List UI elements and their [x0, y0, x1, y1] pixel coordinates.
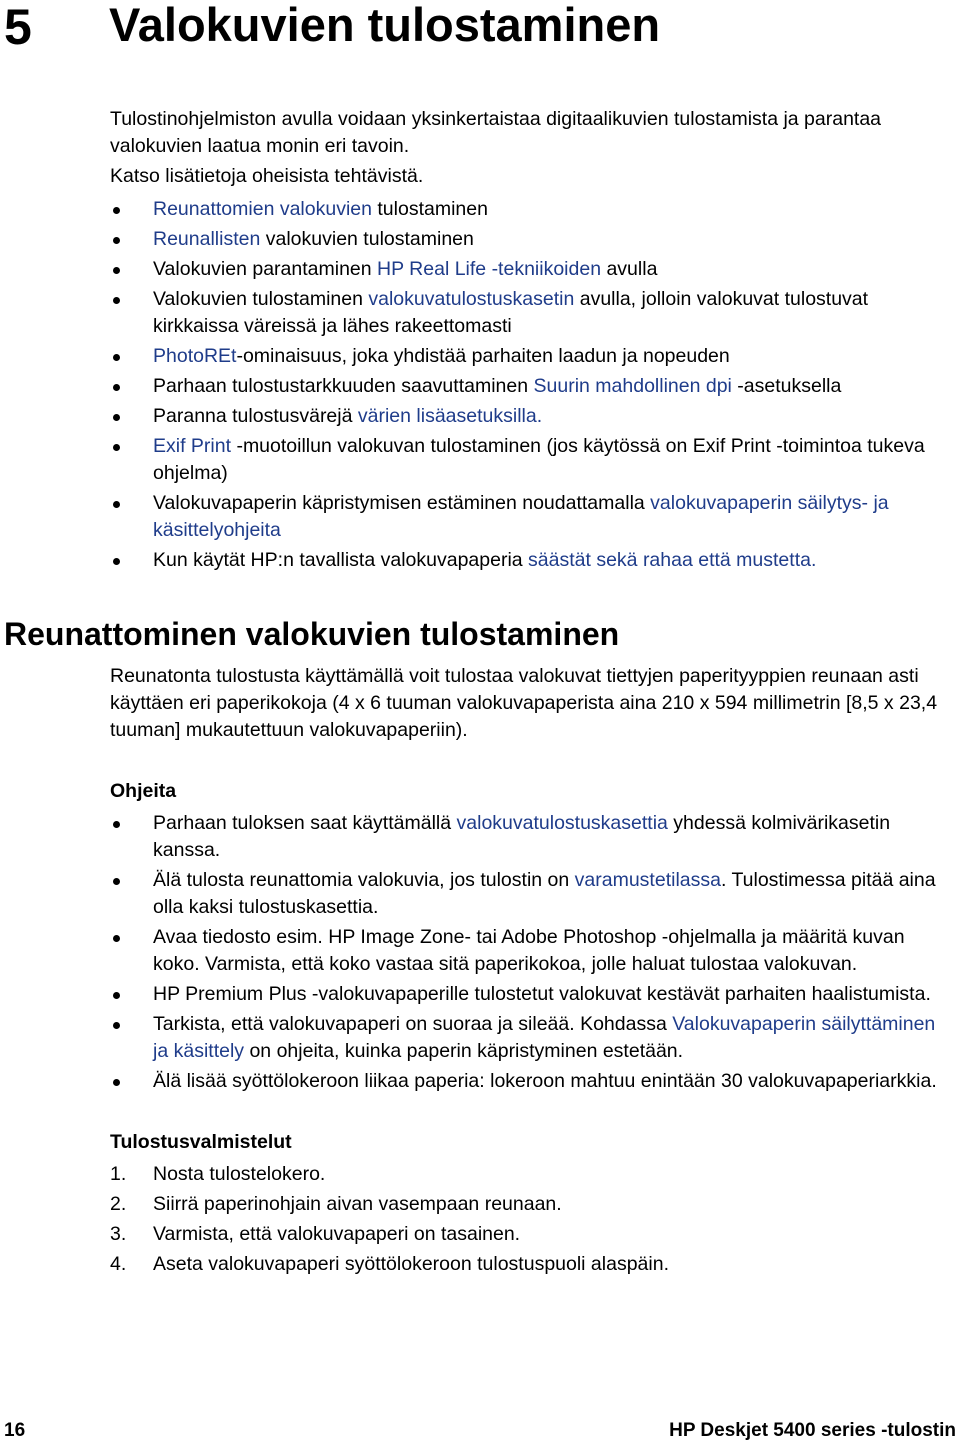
link-exif-print[interactable]: Exif Print: [153, 435, 232, 457]
list-item: [110, 981, 940, 1008]
prep-steps-list: [110, 1161, 940, 1278]
prep-heading: Tulostusvalmistelut: [110, 1131, 292, 1153]
item-text: -muotoillun valokuvan tulostaminen (jos käytössä on Exif Print -toimintoa tukeva ohjelma): [153, 435, 925, 484]
item-text: Avaa tiedosto esim. HP Image Zone- tai Adobe Photoshop -ohjelmalla ja määritä kuvan koko. Varmista, että koko vastaa sitä paperikokoa, jolle haluat tulostaa valokuvan.: [153, 926, 905, 975]
chapter-number: 5: [4, 0, 32, 55]
step-number: 1.: [110, 1163, 127, 1185]
item-text: Valokuvapaperin käpristymisen estäminen noudattamalla: [153, 492, 651, 514]
link-borderless-photos[interactable]: Reunattomien valokuvien: [153, 198, 372, 220]
link-photo-cartridge[interactable]: valokuvatulostuskasettia: [456, 812, 668, 834]
chapter-title: Valokuvien tulostaminen: [109, 0, 661, 51]
link-max-dpi[interactable]: Suurin mahdollinen dpi: [533, 375, 732, 397]
step-text: Siirrä paperinohjain aivan vasempaan reunaan.: [153, 1193, 562, 1215]
list-item: [110, 547, 940, 574]
item-text: Parhaan tulostustarkkuuden saavuttaminen: [153, 375, 534, 397]
footer-product-name: HP Deskjet 5400 series -tulostin: [669, 1420, 956, 1441]
section-body: [110, 663, 940, 1278]
intro-task-list: [110, 196, 940, 574]
section-title: Reunattominen valokuvien tulostaminen: [4, 616, 620, 652]
list-item: [110, 343, 940, 370]
guidelines-heading: Ohjeita: [110, 780, 177, 802]
step-text: Varmista, että valokuvapaperi on tasainen.: [153, 1223, 521, 1245]
list-item: [110, 373, 940, 400]
item-text: avulla, jolloin valokuvat tulostuvat kirkkaissa väreissä ja lähes rakeettomasti: [153, 288, 869, 337]
list-item: [110, 810, 940, 864]
link-save-money[interactable]: säästät sekä rahaa että mustetta.: [528, 549, 817, 571]
step-number: 4.: [110, 1253, 127, 1275]
intro-paragraph: Tulostinohjelmiston avulla voidaan yksinkertaistaa digitaalikuvien tulostamista ja parantaa valokuvien laatua monin eri tavoin.: [110, 108, 882, 157]
item-text: -asetuksella: [731, 375, 842, 397]
see-also-text: Katso lisätietoja oheisista tehtävistä.: [110, 165, 424, 187]
item-text: Valokuvien tulostaminen: [153, 288, 369, 310]
list-item: [110, 867, 940, 921]
list-item: [110, 1068, 940, 1095]
item-text: Parhaan tuloksen saat käyttämällä: [153, 812, 457, 834]
step-item: [110, 1191, 940, 1218]
list-item: [110, 924, 940, 978]
list-item: [110, 226, 940, 253]
list-item: [110, 196, 940, 223]
item-text: yhdessä kolmivärikasetin kanssa.: [153, 812, 891, 861]
step-number: 3.: [110, 1223, 127, 1245]
item-text: Älä tulosta reunattomia valokuvia, jos tulostin on: [153, 869, 575, 891]
list-item: [110, 286, 940, 340]
link-photoret[interactable]: PhotoREt: [153, 345, 237, 367]
link-paper-storage[interactable]: Valokuvapaperin säilyttäminen ja käsittely: [153, 1013, 936, 1062]
item-text: Valokuvien parantaminen: [153, 258, 378, 280]
item-text: . Tulostimessa pitää aina olla kaksi tulostuskasettia.: [153, 869, 936, 918]
item-text: valokuvien tulostaminen: [260, 228, 474, 250]
page-number: 16: [4, 1420, 26, 1441]
step-text: Aseta valokuvapaperi syöttölokeroon tulostuspuoli alaspäin.: [153, 1253, 669, 1275]
section-paragraph: Reunatonta tulostusta käyttämällä voit tulostaa valokuvat tiettyjen paperityyppien reunaan asti käyttäen eri paperikokoja (4 x 6 tuuman valokuvapaperista aina 210 x 594 millimetrin [8,5 x 23,4 tuuman] mukautettuun valokuvapaperiin).: [110, 665, 938, 741]
link-reserve-mode[interactable]: varamustetilassa: [574, 869, 721, 891]
link-paper-storage[interactable]: valokuvapaperin säilytys- ja käsittelyohjeita: [153, 492, 889, 541]
item-text: on ohjeita, kuinka paperin käpristyminen estetään.: [244, 1040, 684, 1062]
item-text: Tarkista, että valokuvapaperi on suoraa ja sileää. Kohdassa: [153, 1013, 673, 1035]
list-item: [110, 490, 940, 544]
link-advanced-color[interactable]: värien lisäasetuksilla.: [357, 405, 543, 427]
link-real-life[interactable]: HP Real Life -tekniikoiden: [377, 258, 602, 280]
list-item: [110, 433, 940, 487]
item-text: Älä lisää syöttölokeroon liikaa paperia: lokeroon mahtuu enintään 30 valokuvapaperiarkkia.: [153, 1070, 937, 1092]
item-text: tulostaminen: [371, 198, 488, 220]
intro-block: [110, 106, 940, 574]
list-item: [110, 256, 940, 283]
step-item: [110, 1161, 940, 1188]
list-item: [110, 403, 940, 430]
step-number: 2.: [110, 1193, 127, 1215]
item-text: Kun käytät HP:n tavallista valokuvapaperia: [153, 549, 529, 571]
link-bordered-photos[interactable]: Reunallisten: [153, 228, 261, 250]
step-item: [110, 1221, 940, 1248]
step-text: Nosta tulostelokero.: [153, 1163, 326, 1185]
item-text: -ominaisuus, joka yhdistää parhaiten laadun ja nopeuden: [236, 345, 730, 367]
item-text: HP Premium Plus -valokuvapaperille tulostetut valokuvat kestävät parhaiten haalistumista.: [153, 983, 931, 1005]
guidelines-list: [110, 810, 940, 1095]
item-text: Paranna tulostusvärejä: [153, 405, 358, 427]
list-item: [110, 1011, 940, 1065]
item-text: avulla: [601, 258, 658, 280]
step-item: [110, 1251, 940, 1278]
link-photo-cartridge[interactable]: valokuvatulostuskasetin: [368, 288, 575, 310]
